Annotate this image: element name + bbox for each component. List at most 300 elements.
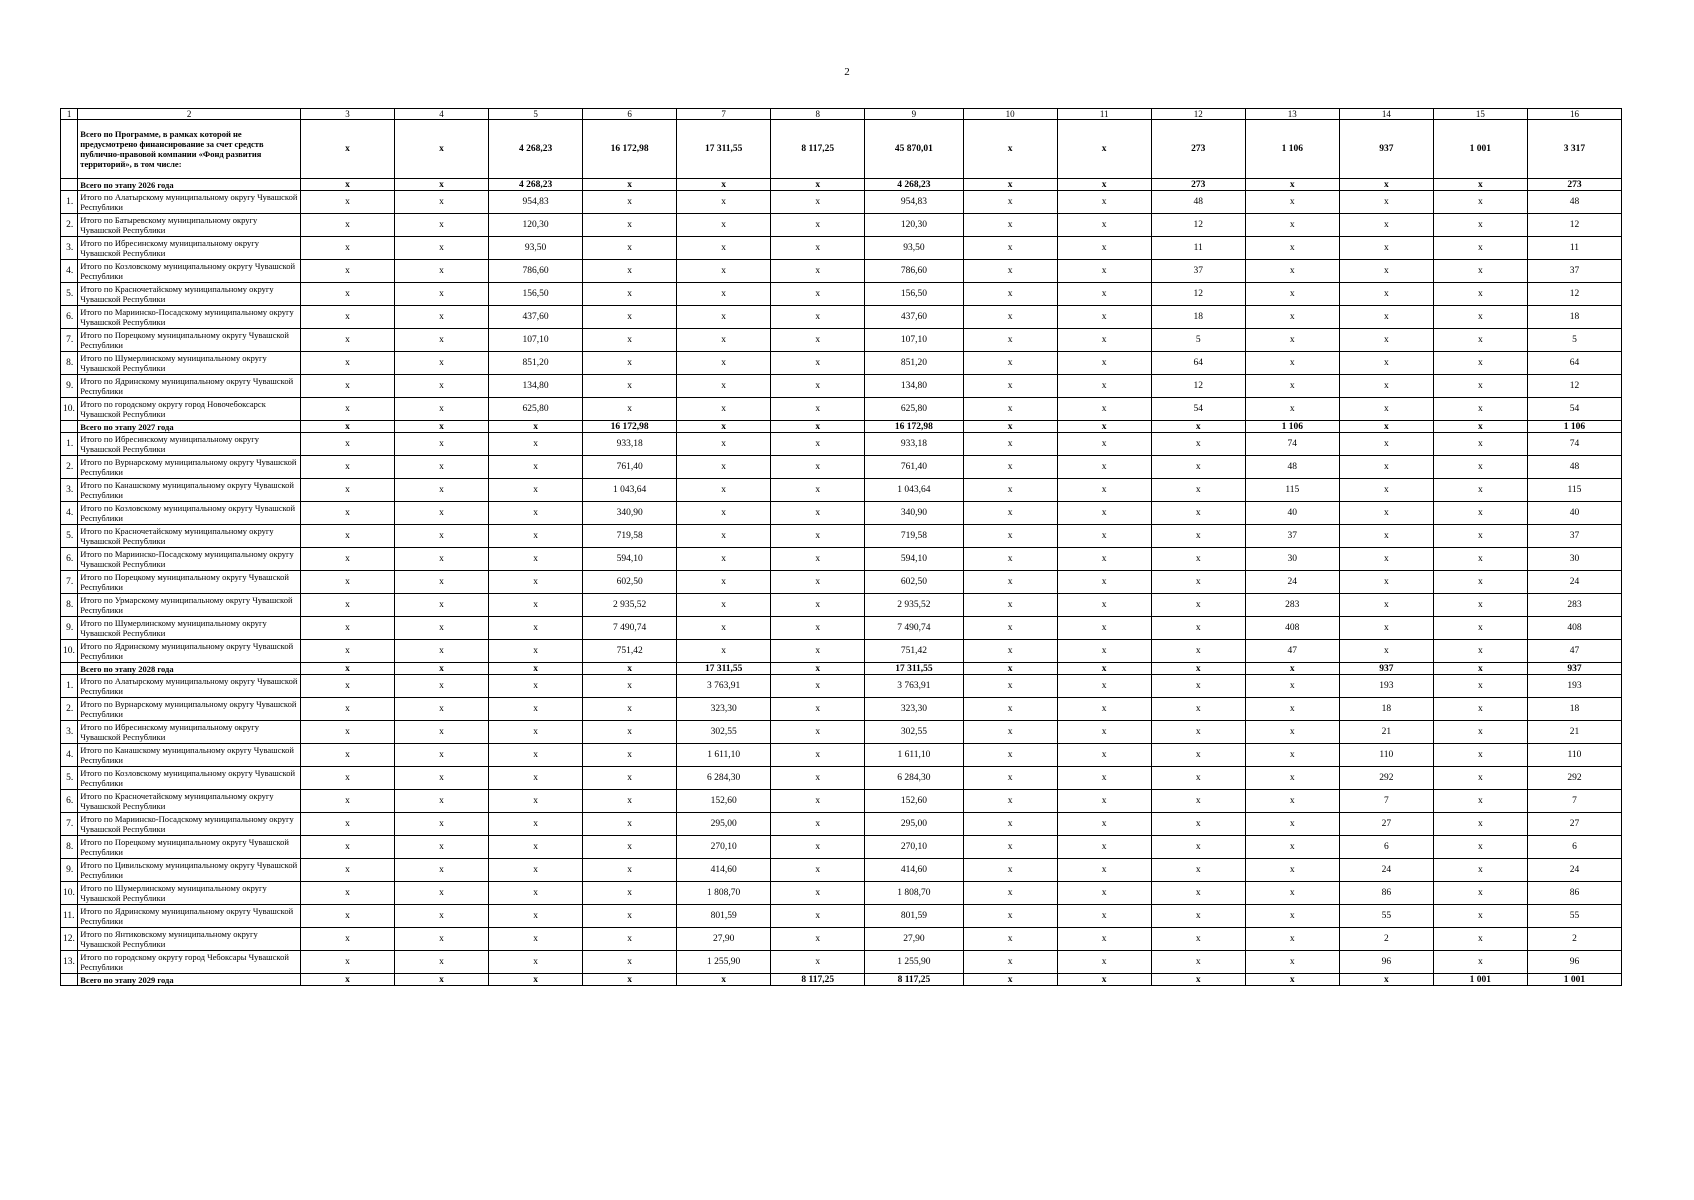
cell-col-9: 3 763,91 (865, 675, 963, 698)
cell-col-15: x (1433, 928, 1527, 951)
cell-col-3: x (300, 663, 394, 675)
row-name: Итого по Мариинско-Посадскому муниципальному округу Чувашской Республики (78, 306, 301, 329)
cell-col-6: x (583, 398, 677, 421)
cell-col-10: x (963, 617, 1057, 640)
cell-col-4: x (395, 421, 489, 433)
cell-col-13: 283 (1245, 594, 1339, 617)
table-row (61, 214, 1622, 237)
cell-col-16: 24 (1527, 859, 1621, 882)
cell-col-3: x (300, 179, 394, 191)
cell-col-6: x (583, 214, 677, 237)
cell-col-3: x (300, 214, 394, 237)
cell-col-15: x (1433, 882, 1527, 905)
cell-col-4: x (395, 974, 489, 986)
cell-col-12: x (1151, 698, 1245, 721)
table-row (61, 721, 1622, 744)
cell-col-13: x (1245, 398, 1339, 421)
cell-col-14: 110 (1339, 744, 1433, 767)
cell-col-13: 74 (1245, 433, 1339, 456)
cell-col-12: 18 (1151, 306, 1245, 329)
cell-col-4: x (395, 951, 489, 974)
cell-col-9: 594,10 (865, 548, 963, 571)
cell-col-6: x (583, 191, 677, 214)
cell-col-7: 295,00 (677, 813, 771, 836)
cell-col-5: 93,50 (489, 237, 583, 260)
row-name: Итого по Козловскому муниципальному округу Чувашской Республики (78, 260, 301, 283)
row-name: Итого по Ядринскому муниципальному округу Чувашской Республики (78, 905, 301, 928)
cell-col-9: 270,10 (865, 836, 963, 859)
row-index: 8. (61, 352, 78, 375)
cell-col-7: x (677, 306, 771, 329)
cell-col-5: x (489, 571, 583, 594)
cell-col-3: x (300, 120, 394, 179)
row-name: Итого по Алатырскому муниципальному округу Чувашской Республики (78, 191, 301, 214)
column-number: 16 (1527, 109, 1621, 120)
cell-col-10: x (963, 479, 1057, 502)
cell-col-12: x (1151, 882, 1245, 905)
cell-col-15: x (1433, 813, 1527, 836)
cell-col-3: x (300, 744, 394, 767)
cell-col-12: x (1151, 640, 1245, 663)
cell-col-4: x (395, 525, 489, 548)
cell-col-14: x (1339, 617, 1433, 640)
row-name: Итого по городскому округу город Чебоксары Чувашской Республики (78, 951, 301, 974)
cell-col-12: x (1151, 974, 1245, 986)
cell-col-4: x (395, 617, 489, 640)
row-index: 9. (61, 859, 78, 882)
cell-col-6: 751,42 (583, 640, 677, 663)
cell-col-11: x (1057, 663, 1151, 675)
cell-col-3: x (300, 329, 394, 352)
cell-col-8: x (771, 456, 865, 479)
cell-col-12: x (1151, 951, 1245, 974)
column-number: 8 (771, 109, 865, 120)
row-index: 1. (61, 675, 78, 698)
column-number: 6 (583, 109, 677, 120)
row-name: Итого по Ядринскому муниципальному округу Чувашской Республики (78, 375, 301, 398)
cell-col-12: x (1151, 813, 1245, 836)
cell-col-11: x (1057, 191, 1151, 214)
cell-col-14: x (1339, 191, 1433, 214)
cell-col-5: x (489, 421, 583, 433)
cell-col-5: x (489, 813, 583, 836)
cell-col-6: 2 935,52 (583, 594, 677, 617)
cell-col-6: x (583, 237, 677, 260)
cell-col-16: 48 (1527, 191, 1621, 214)
cell-col-6: x (583, 663, 677, 675)
cell-col-12: x (1151, 744, 1245, 767)
cell-col-12: 64 (1151, 352, 1245, 375)
cell-col-10: x (963, 882, 1057, 905)
cell-col-15: x (1433, 951, 1527, 974)
cell-col-9: 27,90 (865, 928, 963, 951)
cell-col-3: x (300, 237, 394, 260)
cell-col-12: 12 (1151, 283, 1245, 306)
row-index: 2. (61, 456, 78, 479)
column-number: 2 (78, 109, 301, 120)
cell-col-15: 1 001 (1433, 974, 1527, 986)
cell-col-11: x (1057, 306, 1151, 329)
cell-col-6: x (583, 790, 677, 813)
row-name: Итого по Янтиковскому муниципальному округу Чувашской Республики (78, 928, 301, 951)
cell-col-13: x (1245, 928, 1339, 951)
cell-col-16: 7 (1527, 790, 1621, 813)
cell-col-5: 437,60 (489, 306, 583, 329)
cell-col-3: x (300, 456, 394, 479)
cell-col-4: x (395, 767, 489, 790)
cell-col-3: x (300, 398, 394, 421)
cell-col-4: x (395, 120, 489, 179)
cell-col-10: x (963, 836, 1057, 859)
cell-col-11: x (1057, 120, 1151, 179)
cell-col-11: x (1057, 767, 1151, 790)
cell-col-12: x (1151, 675, 1245, 698)
cell-col-15: x (1433, 283, 1527, 306)
row-index: 10. (61, 882, 78, 905)
cell-col-11: x (1057, 260, 1151, 283)
table-row (61, 433, 1622, 456)
cell-col-12: x (1151, 548, 1245, 571)
cell-col-10: x (963, 191, 1057, 214)
cell-col-8: x (771, 375, 865, 398)
table-row (61, 502, 1622, 525)
cell-col-14: 193 (1339, 675, 1433, 698)
row-index: 10. (61, 398, 78, 421)
cell-col-7: x (677, 375, 771, 398)
cell-col-13: 408 (1245, 617, 1339, 640)
cell-col-7: x (677, 421, 771, 433)
row-index: 4. (61, 502, 78, 525)
row-name: Итого по Цивильскому муниципальному округу Чувашской Республики (78, 859, 301, 882)
cell-col-10: x (963, 663, 1057, 675)
cell-col-11: x (1057, 974, 1151, 986)
table-row (61, 594, 1622, 617)
row-index (61, 421, 78, 433)
cell-col-8: x (771, 179, 865, 191)
cell-col-3: x (300, 721, 394, 744)
table-body (61, 109, 1622, 986)
cell-col-5: x (489, 859, 583, 882)
row-name: Итого по Урмарскому муниципальному округу Чувашской Республики (78, 594, 301, 617)
cell-col-3: x (300, 640, 394, 663)
cell-col-14: 937 (1339, 663, 1433, 675)
cell-col-11: x (1057, 813, 1151, 836)
row-index: 6. (61, 548, 78, 571)
cell-col-5: x (489, 479, 583, 502)
cell-col-11: x (1057, 790, 1151, 813)
cell-col-9: 295,00 (865, 813, 963, 836)
cell-col-3: x (300, 191, 394, 214)
cell-col-7: x (677, 352, 771, 375)
cell-col-7: 3 763,91 (677, 675, 771, 698)
cell-col-4: x (395, 329, 489, 352)
cell-col-10: x (963, 179, 1057, 191)
cell-col-10: x (963, 974, 1057, 986)
cell-col-10: x (963, 398, 1057, 421)
cell-col-5: x (489, 617, 583, 640)
table-row (61, 260, 1622, 283)
row-index: 7. (61, 329, 78, 352)
cell-col-9: 93,50 (865, 237, 963, 260)
cell-col-13: x (1245, 974, 1339, 986)
cell-col-8: x (771, 525, 865, 548)
cell-col-13: 24 (1245, 571, 1339, 594)
cell-col-14: 24 (1339, 859, 1433, 882)
cell-col-8: x (771, 859, 865, 882)
cell-col-8: x (771, 329, 865, 352)
cell-col-16: 2 (1527, 928, 1621, 951)
cell-col-9: 1 808,70 (865, 882, 963, 905)
row-index: 12. (61, 928, 78, 951)
table-row (61, 790, 1622, 813)
cell-col-14: 55 (1339, 905, 1433, 928)
cell-col-13: x (1245, 663, 1339, 675)
cell-col-4: x (395, 456, 489, 479)
cell-col-12: 48 (1151, 191, 1245, 214)
row-name: Итого по Алатырскому муниципальному округу Чувашской Республики (78, 675, 301, 698)
cell-col-10: x (963, 928, 1057, 951)
cell-col-4: x (395, 663, 489, 675)
cell-col-7: x (677, 594, 771, 617)
cell-col-11: x (1057, 433, 1151, 456)
cell-col-10: x (963, 525, 1057, 548)
cell-col-5: 625,80 (489, 398, 583, 421)
cell-col-15: x (1433, 179, 1527, 191)
cell-col-9: 761,40 (865, 456, 963, 479)
cell-col-6: x (583, 283, 677, 306)
cell-col-5: x (489, 525, 583, 548)
cell-col-15: x (1433, 456, 1527, 479)
cell-col-10: x (963, 640, 1057, 663)
cell-col-6: x (583, 352, 677, 375)
cell-col-9: 719,58 (865, 525, 963, 548)
cell-col-12: x (1151, 594, 1245, 617)
cell-col-4: x (395, 398, 489, 421)
table-row (61, 352, 1622, 375)
cell-col-3: x (300, 790, 394, 813)
cell-col-13: x (1245, 836, 1339, 859)
row-name: Итого по Вурнарскому муниципальному округу Чувашской Республики (78, 698, 301, 721)
cell-col-6: 719,58 (583, 525, 677, 548)
cell-col-11: x (1057, 375, 1151, 398)
cell-col-8: x (771, 905, 865, 928)
row-index: 10. (61, 640, 78, 663)
cell-col-8: x (771, 721, 865, 744)
cell-col-9: 16 172,98 (865, 421, 963, 433)
cell-col-5: 851,20 (489, 352, 583, 375)
cell-col-11: x (1057, 421, 1151, 433)
cell-col-13: x (1245, 905, 1339, 928)
cell-col-9: 120,30 (865, 214, 963, 237)
cell-col-15: x (1433, 675, 1527, 698)
cell-col-8: x (771, 790, 865, 813)
table-row (61, 905, 1622, 928)
cell-col-10: x (963, 698, 1057, 721)
cell-col-14: x (1339, 352, 1433, 375)
cell-col-4: x (395, 237, 489, 260)
cell-col-4: x (395, 479, 489, 502)
cell-col-15: x (1433, 640, 1527, 663)
cell-col-12: 37 (1151, 260, 1245, 283)
cell-col-14: x (1339, 214, 1433, 237)
cell-col-6: x (583, 882, 677, 905)
cell-col-5: x (489, 951, 583, 974)
cell-col-16: 193 (1527, 675, 1621, 698)
cell-col-16: 937 (1527, 663, 1621, 675)
cell-col-14: 7 (1339, 790, 1433, 813)
cell-col-15: x (1433, 721, 1527, 744)
cell-col-6: 16 172,98 (583, 120, 677, 179)
cell-col-7: 1 808,70 (677, 882, 771, 905)
row-index: 1. (61, 433, 78, 456)
cell-col-12: x (1151, 790, 1245, 813)
table-row (61, 479, 1622, 502)
cell-col-8: x (771, 479, 865, 502)
funding-table (60, 108, 1622, 986)
cell-col-5: x (489, 640, 583, 663)
cell-col-12: 273 (1151, 120, 1245, 179)
cell-col-15: x (1433, 479, 1527, 502)
cell-col-13: x (1245, 675, 1339, 698)
row-name: Итого по Шумерлинскому муниципальному округу Чувашской Республики (78, 617, 301, 640)
cell-col-7: x (677, 214, 771, 237)
cell-col-8: x (771, 698, 865, 721)
cell-col-6: 340,90 (583, 502, 677, 525)
cell-col-6: x (583, 260, 677, 283)
cell-col-4: x (395, 375, 489, 398)
program-total-row (61, 120, 1622, 179)
cell-col-9: 2 935,52 (865, 594, 963, 617)
cell-col-13: x (1245, 744, 1339, 767)
cell-col-9: 17 311,55 (865, 663, 963, 675)
cell-col-16: 283 (1527, 594, 1621, 617)
cell-col-10: x (963, 433, 1057, 456)
cell-col-10: x (963, 260, 1057, 283)
cell-col-10: x (963, 813, 1057, 836)
cell-col-16: 30 (1527, 548, 1621, 571)
cell-col-9: 8 117,25 (865, 974, 963, 986)
table-row (61, 882, 1622, 905)
cell-col-16: 18 (1527, 306, 1621, 329)
cell-col-7: x (677, 237, 771, 260)
cell-col-6: x (583, 306, 677, 329)
row-name: Итого по Вурнарскому муниципальному округу Чувашской Республики (78, 456, 301, 479)
cell-col-8: x (771, 283, 865, 306)
cell-col-11: x (1057, 698, 1151, 721)
cell-col-3: x (300, 375, 394, 398)
cell-col-16: 27 (1527, 813, 1621, 836)
row-name: Итого по Порецкому муниципальному округу Чувашской Республики (78, 329, 301, 352)
cell-col-3: x (300, 617, 394, 640)
table-row (61, 237, 1622, 260)
row-name: Итого по Козловскому муниципальному округу Чувашской Республики (78, 502, 301, 525)
cell-col-5: x (489, 502, 583, 525)
cell-col-6: 16 172,98 (583, 421, 677, 433)
cell-col-5: 954,83 (489, 191, 583, 214)
cell-col-8: x (771, 928, 865, 951)
cell-col-7: x (677, 571, 771, 594)
cell-col-4: x (395, 306, 489, 329)
cell-col-16: 11 (1527, 237, 1621, 260)
column-number: 4 (395, 109, 489, 120)
cell-col-5: x (489, 836, 583, 859)
cell-col-13: 1 106 (1245, 120, 1339, 179)
column-number: 7 (677, 109, 771, 120)
row-name: Итого по Порецкому муниципальному округу Чувашской Республики (78, 571, 301, 594)
cell-col-8: x (771, 352, 865, 375)
cell-col-12: x (1151, 479, 1245, 502)
cell-col-9: 152,60 (865, 790, 963, 813)
cell-col-16: 115 (1527, 479, 1621, 502)
cell-col-11: x (1057, 548, 1151, 571)
cell-col-16: 5 (1527, 329, 1621, 352)
cell-col-10: x (963, 859, 1057, 882)
cell-col-13: x (1245, 859, 1339, 882)
row-name: Итого по Козловскому муниципальному округу Чувашской Республики (78, 767, 301, 790)
cell-col-13: x (1245, 283, 1339, 306)
table-row (61, 306, 1622, 329)
cell-col-11: x (1057, 721, 1151, 744)
cell-col-5: 786,60 (489, 260, 583, 283)
table-row (61, 375, 1622, 398)
cell-col-3: x (300, 928, 394, 951)
cell-col-4: x (395, 675, 489, 698)
cell-col-9: 933,18 (865, 433, 963, 456)
cell-col-7: 1 611,10 (677, 744, 771, 767)
row-name: Итого по Батыревскому муниципальному округу Чувашской Республики (78, 214, 301, 237)
cell-col-9: 1 043,64 (865, 479, 963, 502)
cell-col-3: x (300, 306, 394, 329)
cell-col-9: 602,50 (865, 571, 963, 594)
cell-col-5: 156,50 (489, 283, 583, 306)
cell-col-9: 7 490,74 (865, 617, 963, 640)
cell-col-7: 17 311,55 (677, 120, 771, 179)
cell-col-8: x (771, 744, 865, 767)
cell-col-13: 47 (1245, 640, 1339, 663)
cell-col-16: 37 (1527, 525, 1621, 548)
cell-col-9: 323,30 (865, 698, 963, 721)
row-index (61, 974, 78, 986)
cell-col-5: x (489, 721, 583, 744)
cell-col-10: x (963, 329, 1057, 352)
cell-col-11: x (1057, 525, 1151, 548)
row-index: 3. (61, 237, 78, 260)
cell-col-14: 6 (1339, 836, 1433, 859)
cell-col-7: x (677, 479, 771, 502)
cell-col-4: x (395, 813, 489, 836)
cell-col-5: x (489, 767, 583, 790)
cell-col-10: x (963, 571, 1057, 594)
row-index: 11. (61, 905, 78, 928)
row-name: Итого по Ибресинскому муниципальному округу Чувашской Республики (78, 433, 301, 456)
cell-col-9: 1 611,10 (865, 744, 963, 767)
cell-col-14: 27 (1339, 813, 1433, 836)
cell-col-9: 45 870,01 (865, 120, 963, 179)
column-number: 12 (1151, 109, 1245, 120)
cell-col-13: x (1245, 306, 1339, 329)
cell-col-6: x (583, 974, 677, 986)
cell-col-12: x (1151, 571, 1245, 594)
table-row (61, 548, 1622, 571)
cell-col-10: x (963, 120, 1057, 179)
cell-col-10: x (963, 951, 1057, 974)
row-index: 2. (61, 214, 78, 237)
cell-col-4: x (395, 352, 489, 375)
row-name: Итого по Красночетайскому муниципальному округу Чувашской Республики (78, 525, 301, 548)
cell-col-6: 602,50 (583, 571, 677, 594)
cell-col-10: x (963, 767, 1057, 790)
cell-col-16: 292 (1527, 767, 1621, 790)
